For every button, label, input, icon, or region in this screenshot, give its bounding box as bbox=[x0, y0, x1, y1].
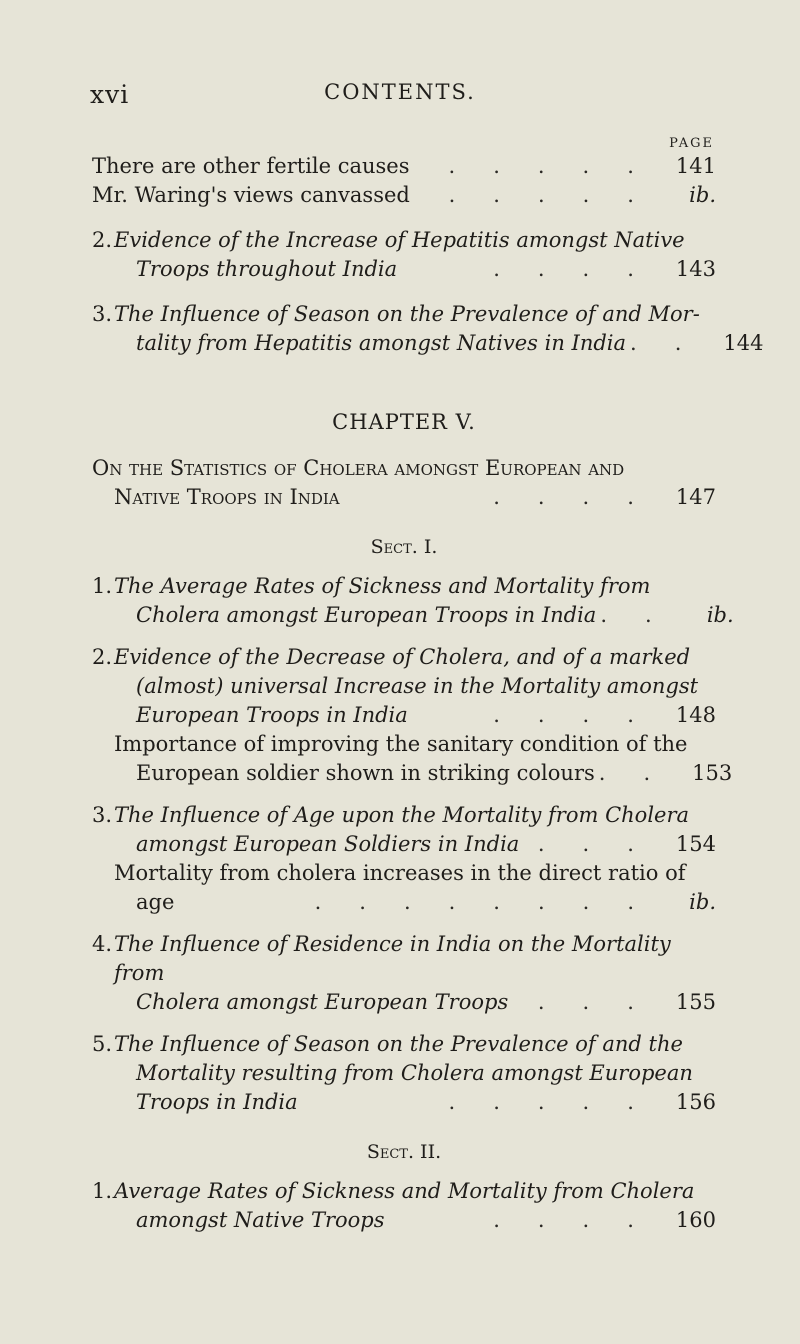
entry-text: The Influence of Season on the Prevalence of and the bbox=[114, 1032, 683, 1056]
entry-page: 147 bbox=[675, 485, 716, 509]
entry-page: ib. bbox=[689, 890, 716, 914]
entry-text: Troops throughout India bbox=[136, 257, 398, 281]
entry-text: (almost) universal Increase in the Mortality amongst bbox=[136, 674, 699, 698]
leader-dots: .... bbox=[493, 703, 672, 727]
entry-page: ib. bbox=[706, 603, 734, 627]
toc-entry bbox=[92, 300, 764, 358]
leader-dots: ... bbox=[537, 832, 672, 856]
toc-entry bbox=[92, 930, 716, 1017]
toc-entry bbox=[92, 859, 716, 917]
toc-entry bbox=[92, 1177, 716, 1235]
entry-number: 3. bbox=[92, 803, 113, 827]
leader-dots: .... bbox=[493, 485, 672, 509]
toc-entry bbox=[92, 572, 734, 630]
folio: xvi bbox=[90, 80, 130, 109]
entry-page: 155 bbox=[675, 990, 716, 1014]
entry-page: 144 bbox=[723, 331, 764, 355]
chapter-title bbox=[92, 454, 716, 512]
entry-text: Evidence of the Increase of Hepatitis amongst Native bbox=[114, 228, 685, 252]
leader-dots: ..... bbox=[448, 154, 672, 178]
leader-dots: .... bbox=[493, 1208, 672, 1232]
entry-text: amongst Native Troops bbox=[136, 1208, 385, 1232]
entry-text: tality from Hepatitis amongst Natives in India bbox=[136, 331, 627, 355]
entry-number: 1. bbox=[92, 574, 113, 598]
entry-page: 143 bbox=[675, 257, 716, 281]
toc-entry bbox=[92, 226, 716, 284]
entry-number: 4. bbox=[92, 932, 113, 956]
entry-text: There are other fertile causes bbox=[92, 154, 410, 178]
entry-text: Importance of improving the sanitary condition of the bbox=[114, 732, 688, 756]
entry-text: amongst European Soldiers in India bbox=[136, 832, 520, 856]
leader-dots: ..... bbox=[448, 1090, 672, 1114]
leader-dots: .. bbox=[600, 603, 690, 627]
leader-dots: .. bbox=[630, 331, 720, 355]
section-heading: Sect. II. bbox=[366, 1141, 442, 1163]
entry-page: 154 bbox=[675, 832, 716, 856]
entry-text: Troops in India bbox=[136, 1090, 298, 1114]
entry-text: Cholera amongst European Troops bbox=[136, 990, 509, 1014]
entry-page: 141 bbox=[675, 154, 716, 178]
entry-page: 156 bbox=[675, 1090, 716, 1114]
toc-entry bbox=[92, 801, 716, 859]
leader-dots: ... bbox=[537, 990, 672, 1014]
entry-text: European Troops in India bbox=[136, 703, 408, 727]
chapter-title-line: Native Troops in India bbox=[114, 485, 340, 509]
entry-text: The Average Rates of Sickness and Mortality from bbox=[114, 574, 651, 598]
entry-text: The Influence of Season on the Prevalence of and Mor- bbox=[114, 302, 700, 326]
toc-entry bbox=[92, 643, 716, 730]
leader-dots: ..... bbox=[448, 183, 672, 207]
table-of-contents bbox=[92, 152, 764, 1235]
entry-text: Mortality resulting from Cholera amongst European bbox=[136, 1061, 693, 1085]
section-heading: Sect. I. bbox=[370, 536, 438, 558]
entry-number: 2. bbox=[92, 645, 113, 669]
entry-text: Average Rates of Sickness and Mortality from Cholera bbox=[114, 1179, 695, 1203]
running-title: CONTENTS. bbox=[324, 80, 476, 104]
leader-dots: .. bbox=[598, 761, 689, 785]
entry-number: 5. bbox=[92, 1032, 113, 1056]
leader-dots: ........ bbox=[314, 890, 672, 914]
toc-entry bbox=[92, 152, 716, 181]
page-column-label: PAGE bbox=[669, 136, 714, 151]
entry-text: Mortality from cholera increases in the direct ratio of bbox=[114, 861, 686, 885]
entry-text: age bbox=[136, 890, 175, 914]
chapter-title-line: On the Statistics of Cholera amongst European and bbox=[92, 456, 625, 480]
running-head bbox=[90, 80, 710, 110]
entry-page: ib. bbox=[689, 183, 716, 207]
entry-text: The Influence of Residence in India on the Mortality from bbox=[114, 932, 671, 985]
toc-entry bbox=[92, 730, 733, 788]
entry-page: 153 bbox=[692, 761, 733, 785]
entry-text: Mr. Waring's views canvassed bbox=[92, 183, 410, 207]
entry-text: The Influence of Age upon the Mortality from Cholera bbox=[114, 803, 690, 827]
entry-text: Evidence of the Decrease of Cholera, and of a marked bbox=[114, 645, 691, 669]
entry-number: 1. bbox=[92, 1179, 113, 1203]
entry-number: 2. bbox=[92, 228, 113, 252]
toc-entry bbox=[92, 181, 716, 210]
entry-text: European soldier shown in striking colours bbox=[136, 761, 595, 785]
chapter-heading: CHAPTER V. bbox=[332, 410, 476, 434]
toc-entry bbox=[92, 1030, 716, 1117]
entry-number: 3. bbox=[92, 302, 113, 326]
entry-page: 160 bbox=[675, 1208, 716, 1232]
entry-text: Cholera amongst European Troops in India bbox=[136, 603, 597, 627]
leader-dots: .... bbox=[493, 257, 672, 281]
entry-page: 148 bbox=[675, 703, 716, 727]
